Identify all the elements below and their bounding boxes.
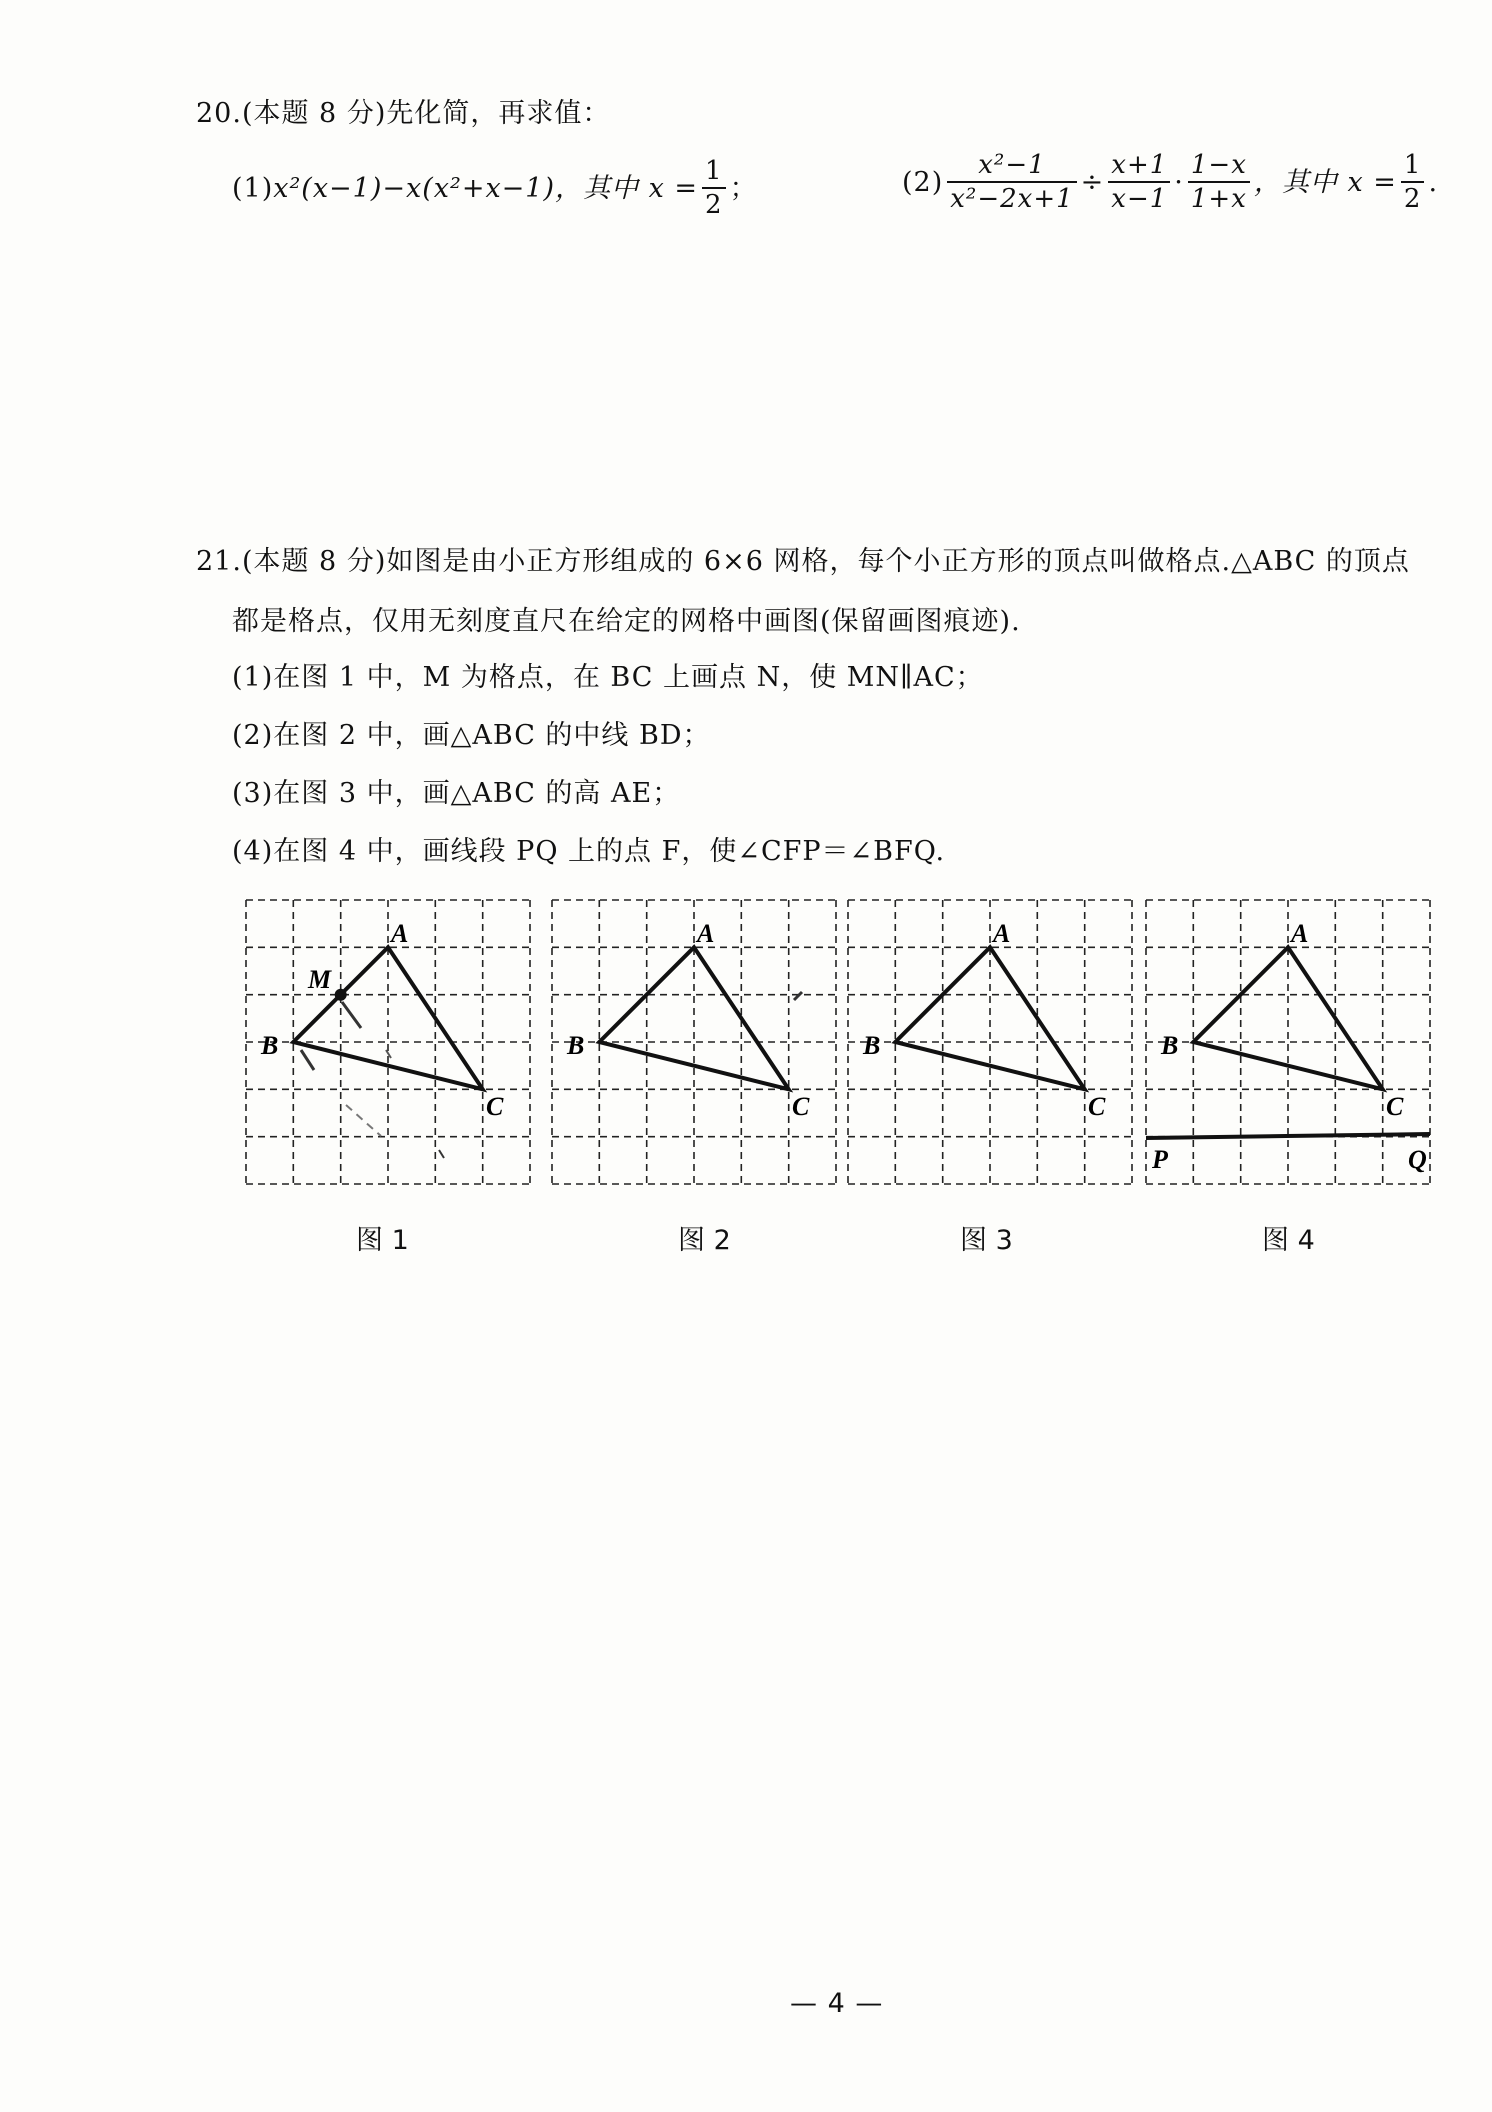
q21-line-2: 都是格点，仅用无刻度直尺在给定的网格中画图(保留画图痕迹). <box>232 606 1021 637</box>
q20-p2-f3-numerator: 1−x <box>1190 150 1247 180</box>
figure-3-caption: 图 3 <box>960 1225 1013 1256</box>
label-c: C <box>486 1092 504 1121</box>
label-q: Q <box>1408 1145 1427 1174</box>
figure-1-caption: 图 1 <box>356 1225 409 1256</box>
q20-p2-end: . <box>1428 166 1439 198</box>
label-c: C <box>792 1092 810 1121</box>
figure-4-caption: 图 4 <box>1262 1225 1315 1256</box>
figure-3 <box>848 900 1138 1194</box>
q20-p1-end: ； <box>729 172 758 204</box>
q20-p2-dot: · <box>1174 166 1184 198</box>
q20-p2-numerator: 1 <box>1403 150 1422 180</box>
label-a: A <box>1291 919 1309 948</box>
q20-p2-label: (2) <box>902 166 944 198</box>
figure-2 <box>552 900 842 1194</box>
label-m: M <box>308 965 332 994</box>
label-c: C <box>1386 1092 1404 1121</box>
label-b: B <box>863 1031 881 1060</box>
q20-p1-fraction <box>702 158 726 218</box>
label-b: B <box>567 1031 585 1060</box>
q20-p1-denominator: 2 <box>702 187 726 218</box>
q20-p2-value-fraction <box>1401 152 1425 212</box>
label-a: A <box>697 919 715 948</box>
q21-item-1: (1)在图 1 中，M 为格点，在 BC 上画点 N，使 MN∥AC； <box>232 662 984 693</box>
q20-p1-label: (1) <box>232 172 274 204</box>
point-m <box>335 989 347 1001</box>
q20-p2-f2-denominator: x−1 <box>1108 181 1170 212</box>
q20-p2-where: ，其中 x = <box>1253 166 1397 198</box>
label-b: B <box>261 1031 279 1060</box>
label-a: A <box>391 919 409 948</box>
q20-p1-expr: x²(x−1)−x(x²+x−1)，其中 x = <box>273 172 699 204</box>
q21-item-4: (4)在图 4 中，画线段 PQ 上的点 F，使∠CFP＝∠BFQ. <box>232 836 946 867</box>
q20-p2-denominator: 2 <box>1401 181 1425 212</box>
q20-p2-f3-denominator: 1+x <box>1188 181 1250 212</box>
q20-p2-fraction-3 <box>1188 152 1250 212</box>
q20-part2 <box>902 152 1438 212</box>
q21-item-3: (3)在图 3 中，画△ABC 的高 AE； <box>232 778 681 809</box>
q20-p2-fraction-1 <box>947 152 1076 212</box>
page-number: — 4 — <box>790 1988 884 2019</box>
q20-p2-fraction-2 <box>1108 152 1170 212</box>
q21-item-2: (2)在图 2 中，画△ABC 的中线 BD； <box>232 720 711 751</box>
label-b: B <box>1161 1031 1179 1060</box>
q20-p1-numerator: 1 <box>705 156 723 186</box>
q20-part1 <box>232 158 758 218</box>
q20-p2-f2-numerator: x+1 <box>1111 150 1168 180</box>
label-p: P <box>1152 1145 1168 1174</box>
label-c: C <box>1088 1092 1106 1121</box>
figure-1 <box>246 900 536 1194</box>
q20-p2-f1-numerator: x²−1 <box>978 150 1046 180</box>
figure-2-caption: 图 2 <box>678 1225 731 1256</box>
q20-header: 20.(本题 8 分)先化简，再求值： <box>196 98 611 129</box>
figure-4 <box>1146 900 1436 1194</box>
q20-p2-f1-denominator: x²−2x+1 <box>947 181 1076 212</box>
q21-line-1: 21.(本题 8 分)如图是由小正方形组成的 6×6 网格，每个小正方形的顶点叫做格点.△ABC 的顶点 <box>196 546 1410 577</box>
q20-p2-divide: ÷ <box>1080 166 1105 198</box>
label-a: A <box>993 919 1011 948</box>
